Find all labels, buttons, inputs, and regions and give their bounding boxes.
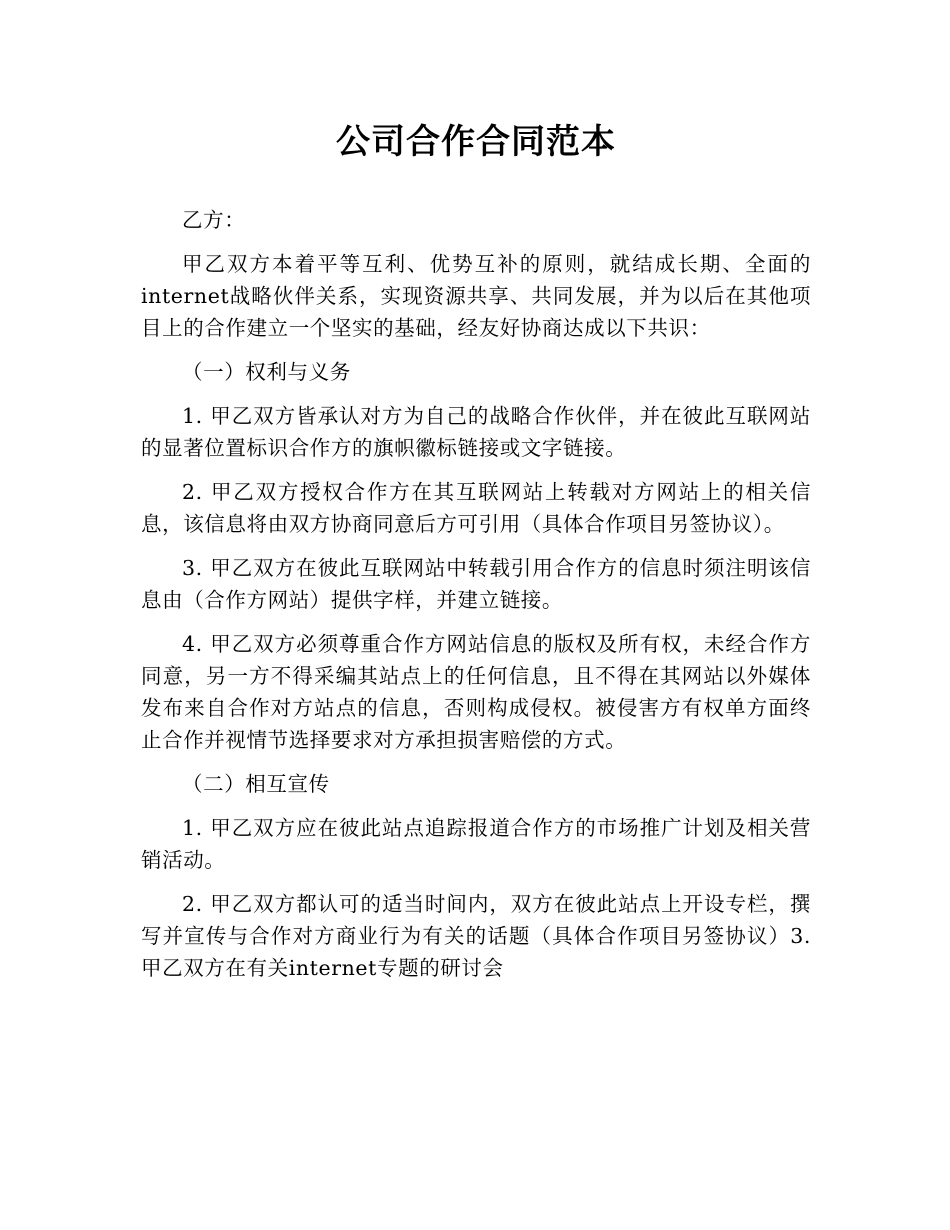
preamble-paragraph: 甲乙双方本着平等互利、优势互补的原则，就结成长期、全面的internet战略伙伴关系，实现资源共享、共同发展，并为以后在其他项目上的合作建立一个坚实的基础，经友好协商达成以下共识： — [141, 252, 811, 340]
document-title: 公司合作合同范本 — [336, 122, 616, 162]
clause-1-2: 2. 甲乙双方授权合作方在其互联网站上转载对方网站上的相关信息，该信息将由双方协商同意后方可引用（具体合作项目另签协议）。 — [141, 480, 811, 536]
clause-1-4: 4. 甲乙双方必须尊重合作方网站信息的版权及所有权，未经合作方同意，另一方不得采编其站点上的任何信息，且不得在其网站以外媒体发布来自合作对方站点的信息，否则构成侵权。被侵害方有权单方面终止合作并视情节选择要求对方承担损害赔偿的方式。 — [141, 632, 811, 752]
section-heading-promotion: （二）相互宣传 — [182, 772, 330, 796]
clause-2-1: 1. 甲乙双方应在彼此站点追踪报道合作方的市场推广计划及相关营销活动。 — [141, 816, 811, 872]
document-body — [141, 204, 811, 996]
section-heading-rights: （一）权利与义务 — [182, 360, 351, 384]
clause-2-2: 2. 甲乙双方都认可的适当时间内，双方在彼此站点上开设专栏，撰写并宣传与合作对方商业行为有关的话题（具体合作项目另签协议）3. 甲乙双方在有关internet专题的研讨会 — [141, 892, 811, 980]
clause-1-1: 1. 甲乙双方皆承认对方为自己的战略合作伙伴，并在彼此互联网站的显著位置标识合作方的旗帜徽标链接或文字链接。 — [141, 404, 811, 460]
clause-1-3: 3. 甲乙双方在彼此互联网站中转载引用合作方的信息时须注明该信息由（合作方网站）提供字样，并建立链接。 — [141, 556, 811, 612]
party-b-line: 乙方： — [182, 208, 246, 232]
